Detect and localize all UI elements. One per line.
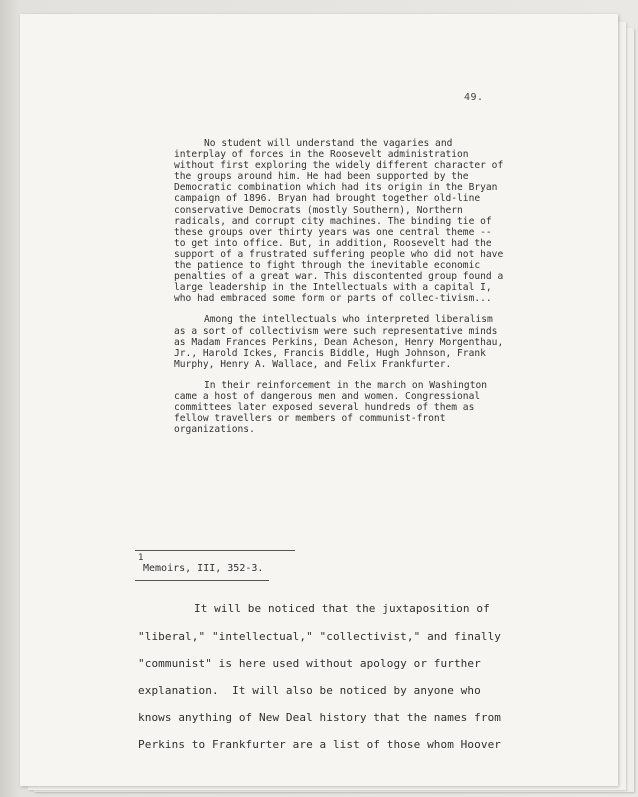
quote-paragraph-1: No student will understand the vagaries and interplay of forces in the Roosevelt administration without first exploring the widely different character of the groups around him. He had been supported by the Democratic combination which had its origin in the Bryan campaign of 1896. Bryan had brought together old-line conservative Democrats (mostly Southern), Northern radicals, and corrupt city machines. The binding tie of these groups over thirty years was one central theme -- to get into office. But, in addition, Roosevelt had the support of a frustrated suffering people who did not have the patience to fight through the inevitable economic penalties of a great war. This discontented group found a large leadership in the Intellectuals with a capital I, who had embraced some form or parts of collec-tivism... xyxy=(174,138,504,305)
body-line-4: explanation. It will also be noticed by anyone who xyxy=(138,684,481,697)
block-quote xyxy=(174,138,504,445)
footnote-marker: 1 xyxy=(138,553,144,563)
body-line-3: "communist" is here used without apology or further xyxy=(138,657,481,670)
body-line-5: knows anything of New Deal history that the names from xyxy=(138,711,502,724)
document-page xyxy=(20,14,618,786)
footnote-rule-top xyxy=(135,550,295,551)
body-line-2: "liberal," "intellectual," "collectivist," and finally xyxy=(138,630,502,643)
footnote-text: Memoirs, III, 352-3. xyxy=(143,563,264,574)
quote-paragraph-2: Among the intellectuals who interpreted liberalism as a sort of collectivism were such representative minds as Madam Frances Perkins, Dean Acheson, Henry Morgenthau, Jr., Harold Ickes, Francis Biddle, Hugh Johnson, Frank Murphy, Henry A. Wallace, and Felix Frankfurter. xyxy=(174,314,504,370)
quote-paragraph-3: In their reinforcement in the march on Washington came a host of dangerous men and women. Congressional committees later exposed several hundreds of them as fellow travellers or members of communist-front organizations. xyxy=(174,379,488,436)
body-line-1: It will be noticed that the juxtaposition of xyxy=(194,602,490,615)
page-number: 49. xyxy=(464,92,484,103)
footnote-rule-bottom xyxy=(135,580,269,581)
body-line-6: Perkins to Frankfurter are a list of those whom Hoover xyxy=(138,738,502,751)
